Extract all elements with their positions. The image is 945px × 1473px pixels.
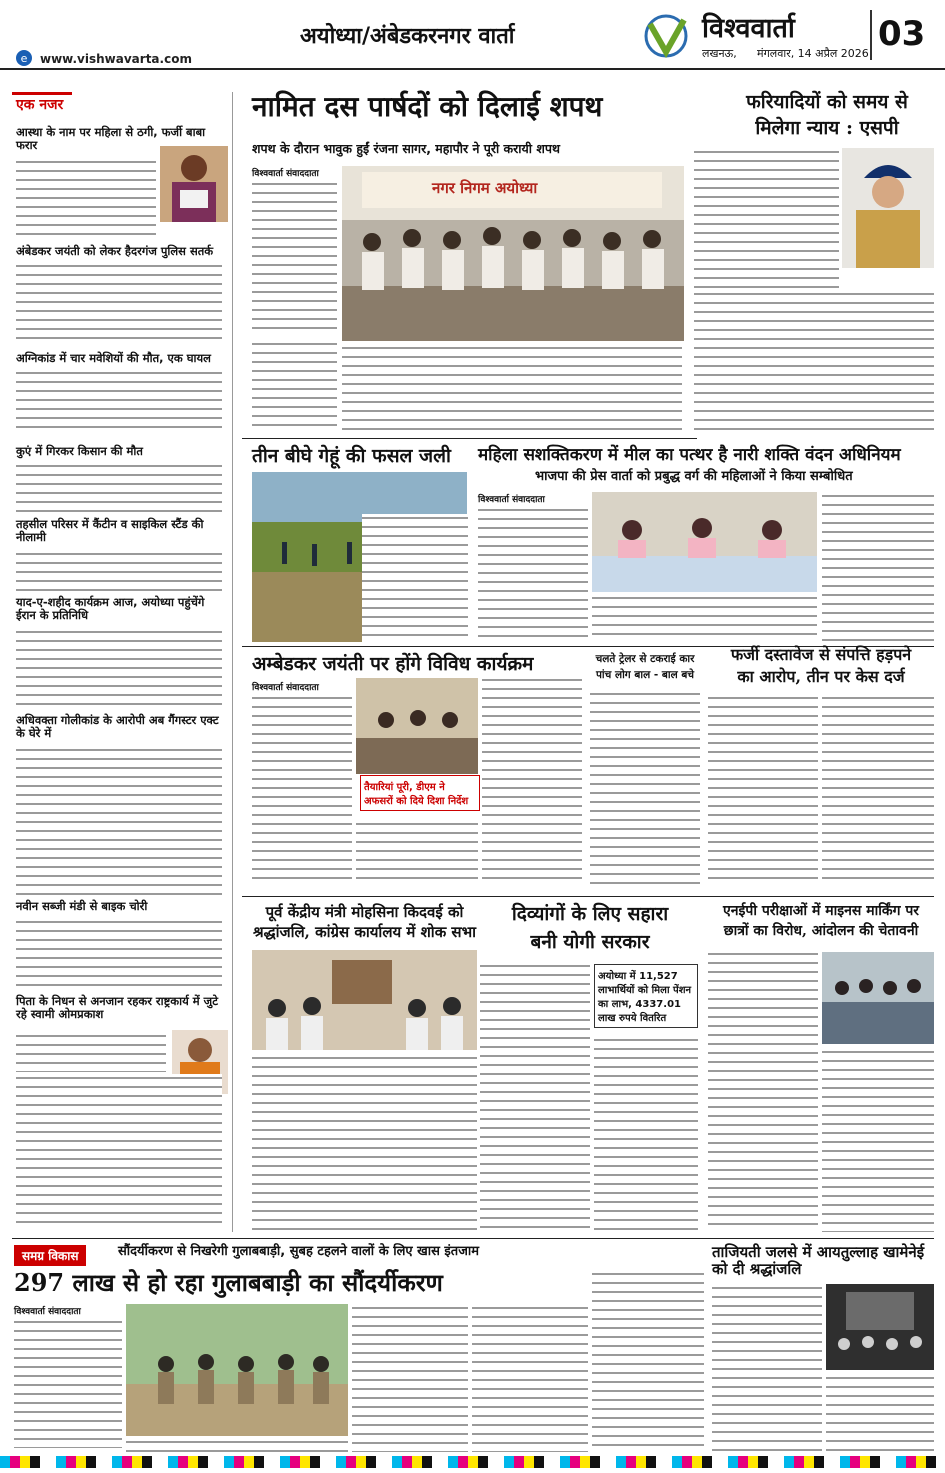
women-headline: महिला सशक्तिकरण में मील का पत्थर है नारी शक्ति वंदन अधिनियम: [478, 445, 901, 465]
brief-headline: अग्निकांड में चार मवेशियों की मौत, एक घायल: [16, 351, 211, 365]
park-inspection-photo: [126, 1304, 348, 1436]
trailer-headline-1: चलते ट्रेलर से टकराई कार: [595, 653, 695, 665]
brief-headline: तहसील परिसर में कैंटीन व साइकिल स्टैंड की नीलामी: [16, 517, 204, 544]
khamenei-headline: ताजियती जलसे में आयतुल्लाह खामेनेई को दी श्रद्धांजलि: [712, 1243, 925, 1278]
brief-body: [16, 628, 222, 712]
sp-headline-1: फरियादियों को समय से: [746, 91, 908, 113]
lead-body-bottom: [342, 344, 682, 432]
nep-body-col1: [708, 950, 818, 1232]
trailer-body: [590, 690, 700, 884]
fraud-body-col2: [822, 694, 934, 884]
fraud-headline-1: फर्जी दस्तावेज से संपत्ति हड़पने: [730, 645, 912, 664]
section-title: अयोध्या/अंबेडकरनगर वार्ता: [300, 24, 515, 49]
trailer-headline-2: पांच लोग बाल - बाल बचे: [595, 669, 695, 681]
brief-body: [16, 550, 222, 594]
memorial-gathering-photo: [826, 1284, 934, 1370]
ambedkar-body-col2: [356, 820, 478, 884]
wheat-body-col2: [362, 514, 468, 642]
e-paper-icon: [14, 48, 34, 68]
lead-subhead: शपथ के दौरान भावुक हुईं रंजना सागर, महापौर ने पूरी करायी शपथ: [252, 141, 560, 156]
brief-headline: पिता के निधन से अनजान रहकर राष्ट्रकार्य में जुटे रहे स्वामी ओमप्रकाश: [16, 994, 218, 1021]
bottom-body-col3: [352, 1304, 468, 1452]
photo-banner-text: नगर निगम अयोध्या: [432, 179, 538, 197]
brief-body: [16, 746, 222, 896]
bottom-body-col4: [472, 1304, 588, 1452]
section-ribbon: समग्र विकास: [14, 1245, 86, 1266]
brand-name: विश्ववार्ता: [702, 13, 795, 44]
bottom-body-col2: [126, 1438, 348, 1452]
lead-headline: नामित दस पार्षदों को दिलाई शपथ: [252, 90, 603, 123]
lead-byline: विश्ववार्ता संवाददाता: [252, 169, 319, 179]
brand-logo-icon: [640, 14, 698, 58]
color-registration-strip: [0, 1456, 945, 1468]
sp-portrait-photo: [842, 148, 934, 268]
tribute-body: [252, 1054, 477, 1232]
divider: [242, 438, 697, 439]
divider: [12, 1238, 934, 1239]
divyang-body-col2: [594, 1036, 698, 1232]
brief-body: [16, 918, 222, 988]
svg-text:e: e: [20, 52, 28, 65]
sp-headline-2: मिलेगा न्याय : एसपी: [755, 117, 899, 139]
dateline-place: लखनऊ,: [702, 47, 737, 60]
press-conference-photo: [592, 492, 817, 592]
tribute-headline-2: श्रद्धांजलि, कांग्रेस कार्यालय में शोक सभा: [252, 923, 477, 941]
brief-headline: आस्था के नाम पर महिला से ठगी, फर्जी बाबा फरार: [16, 125, 206, 152]
brief-body: [16, 262, 222, 342]
brief-headline: अधिवक्ता गोलीकांड के आरोपी अब गैंगस्टर एक्ट के घेरे में: [16, 713, 219, 740]
nep-headline-1: एनईपी परीक्षाओं में माइनस मार्किंग पर: [722, 903, 920, 919]
brief-label: एक नजर: [16, 97, 64, 113]
ambedkar-body-col3: [482, 676, 582, 884]
khamenei-body-col2: [826, 1374, 934, 1452]
sp-body-cont: [694, 290, 934, 432]
sp-body: [694, 148, 839, 288]
page-number: 03: [878, 14, 926, 54]
bottom-body-col5: [592, 1270, 704, 1452]
dateline-date: मंगलवार, 14 अप्रैल 2026: [757, 47, 869, 60]
divyang-headline-2: बनी योगी सरकार: [530, 931, 650, 953]
bottom-byline: विश्ववार्ता संवाददाता: [14, 1307, 81, 1317]
divider: [242, 896, 934, 897]
page-number-divider: [870, 10, 872, 60]
dm-meeting-photo: [356, 678, 478, 774]
website-link[interactable]: www.vishwavarta.com: [40, 52, 192, 66]
ambedkar-byline: विश्ववार्ता संवाददाता: [252, 683, 319, 693]
divyang-headline-1: दिव्यांगों के लिए सहारा: [511, 903, 669, 925]
divyang-highlight-box: अयोध्या में 11,527 लाभार्थियों को मिला पेंशन का लाभ, 4337.01 लाख रुपये वितरित: [594, 964, 698, 1028]
wheat-headline: तीन बीघे गेहूं की फसल जली: [252, 445, 451, 467]
lead-body-col1: [252, 180, 337, 335]
students-protest-photo: [822, 952, 934, 1044]
divyang-body: [480, 962, 590, 1232]
tribute-gathering-photo: [252, 950, 477, 1050]
bottom-headline: 297 लाख से हो रहा गुलाबबाड़ी का सौंदर्यीकरण: [14, 1268, 443, 1297]
women-byline: विश्ववार्ता संवाददाता: [478, 495, 545, 505]
woman-holding-paper-photo: [160, 146, 228, 222]
women-body-col3: [822, 492, 934, 642]
brief-headline: कुएं में गिरकर किसान की मौत: [16, 444, 143, 458]
women-subhead: भाजपा की प्रेस वार्ता को प्रबुद्ध वर्ग की महिलाओं ने किया सम्बोधित: [535, 469, 853, 484]
ambedkar-headline: अम्बेडकर जयंती पर होंगे विविध कार्यक्रम: [252, 653, 534, 675]
nep-headline-2: छात्रों का विरोध, आंदोलन की चेतावनी: [723, 923, 919, 939]
women-body-col1: [478, 506, 588, 642]
brief-headline: याद-ए-शहीद कार्यक्रम आज, अयोध्या पहुंचेंगे ईरान के प्रतिनिधि: [16, 595, 205, 622]
lead-body-col1-cont: [252, 340, 337, 432]
brief-body: [16, 158, 156, 238]
brief-body: [16, 1032, 166, 1072]
brief-headline: नवीन सब्जी मंडी से बाइक चोरी: [16, 899, 148, 913]
brief-body: [16, 1074, 222, 1230]
ambedkar-photo-caption: तैयारियां पूरी, डीएम ने अफसरों को दिये दिशा निर्देश: [360, 775, 480, 811]
fraud-headline-2: का आरोप, तीन पर केस दर्ज: [737, 667, 905, 686]
brief-body: [16, 369, 222, 433]
brief-headline: अंबेडकर जयंती को लेकर हैदरगंज पुलिस सतर्क: [16, 244, 214, 258]
ambedkar-body-col1: [252, 694, 352, 884]
bottom-strap: सौंदर्यीकरण से निखरेगी गुलाबबाड़ी, सुबह टहलने वालों के लिए खास इंतजाम: [118, 1244, 480, 1259]
brief-body: [16, 462, 222, 512]
khamenei-body-col1: [712, 1284, 822, 1452]
fraud-body-col1: [708, 694, 818, 884]
bottom-body-col1: [14, 1318, 122, 1448]
nep-body-col2: [822, 1048, 934, 1232]
tribute-headline-1: पूर्व केंद्रीय मंत्री मोहसिना किदवई को: [265, 903, 464, 921]
women-body-col2: [592, 594, 817, 642]
